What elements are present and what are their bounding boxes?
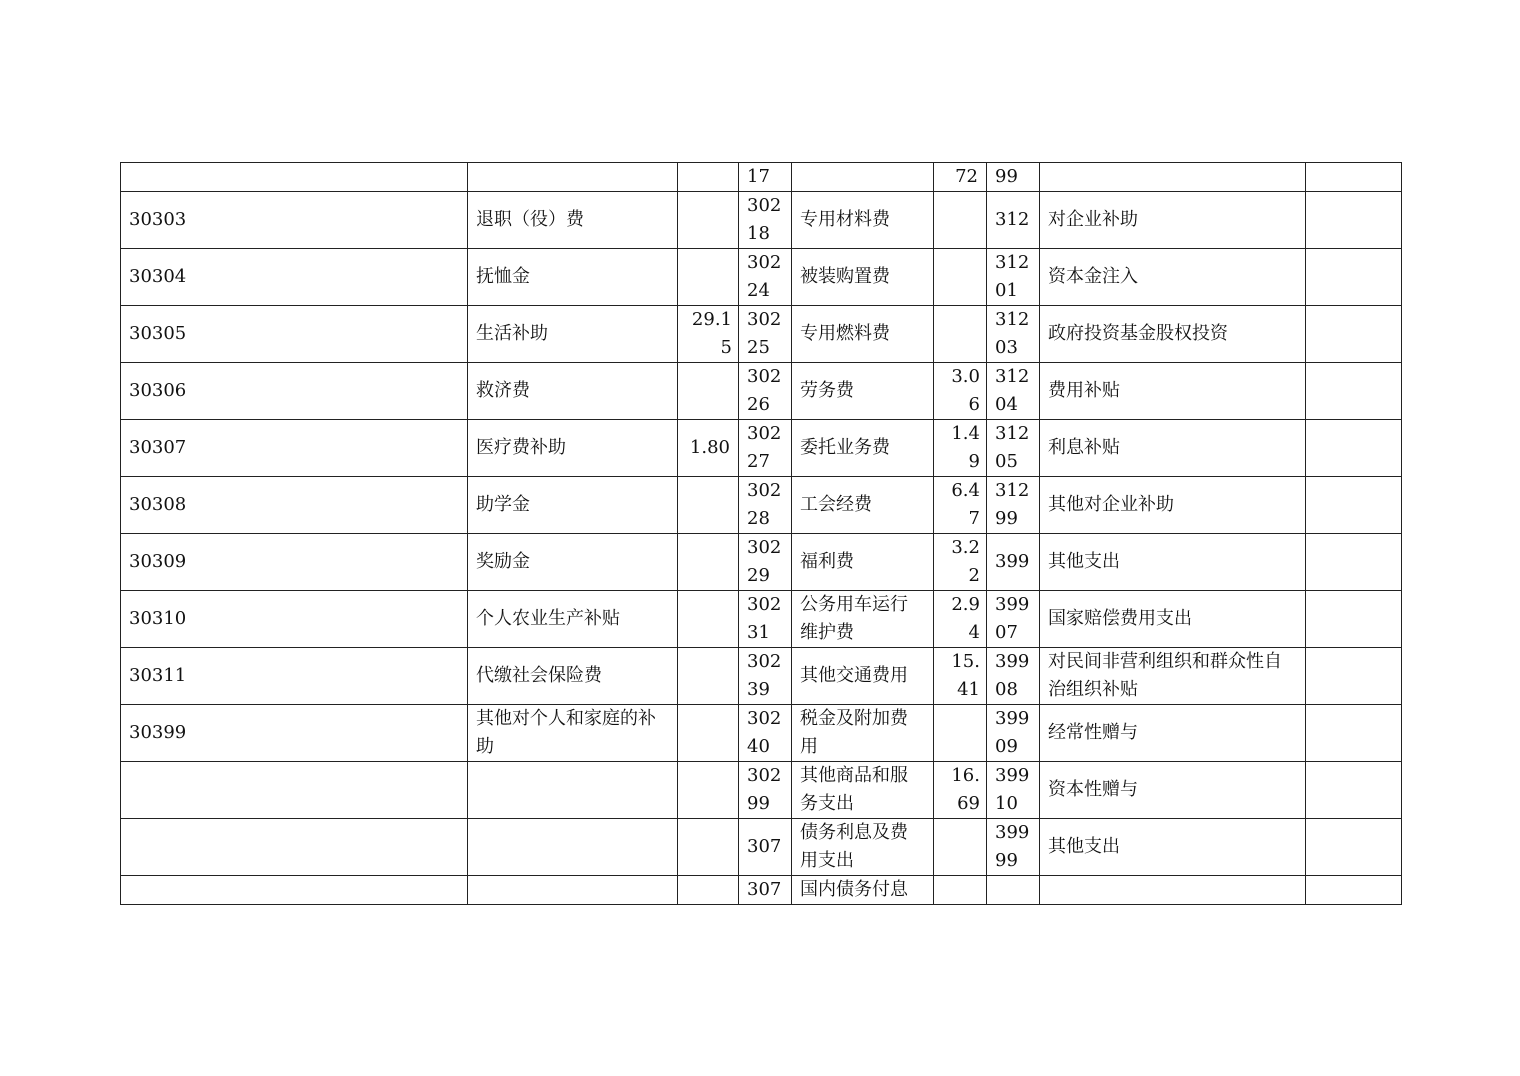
cell-amount: 6.4 7 (934, 477, 987, 534)
cell-item: 生活补助 (468, 306, 678, 363)
cell-code: 302 99 (739, 762, 792, 819)
cell-item: 其他对个人和家庭的补助 (468, 705, 678, 762)
table-row (121, 762, 1402, 819)
cell-code: 399 08 (987, 648, 1040, 705)
cell-amount (934, 306, 987, 363)
cell-amount (1306, 163, 1402, 192)
cell-item: 费用补贴 (1040, 363, 1306, 420)
cell-item: 医疗费补助 (468, 420, 678, 477)
cell-code: 302 24 (739, 249, 792, 306)
cell-code: 302 25 (739, 306, 792, 363)
table-row (121, 534, 1402, 591)
cell-item: 其他支出 (1040, 534, 1306, 591)
cell-code: 302 18 (739, 192, 792, 249)
cell-code: 30306 (121, 363, 468, 420)
cell-amount (678, 648, 739, 705)
cell-amount (934, 819, 987, 876)
cell-amount (1306, 306, 1402, 363)
cell-code (121, 762, 468, 819)
cell-code: 302 28 (739, 477, 792, 534)
cell-item: 被装购置费 (792, 249, 934, 306)
cell-item: 退职（役）费 (468, 192, 678, 249)
cell-code: 30310 (121, 591, 468, 648)
cell-code: 399 09 (987, 705, 1040, 762)
cell-code: 312 (987, 192, 1040, 249)
cell-item: 对企业补助 (1040, 192, 1306, 249)
cell-code: 312 04 (987, 363, 1040, 420)
cell-item: 资本金注入 (1040, 249, 1306, 306)
cell-item: 债务利息及费用支出 (792, 819, 934, 876)
cell-amount (678, 249, 739, 306)
cell-code: 399 07 (987, 591, 1040, 648)
cell-amount (678, 192, 739, 249)
cell-amount (678, 477, 739, 534)
cell-item: 国内债务付息 (792, 876, 934, 905)
cell-code: 312 05 (987, 420, 1040, 477)
table-row (121, 819, 1402, 876)
cell-code: 30304 (121, 249, 468, 306)
cell-item: 工会经费 (792, 477, 934, 534)
cell-item: 其他商品和服务支出 (792, 762, 934, 819)
cell-item (1040, 163, 1306, 192)
cell-amount: 2.9 4 (934, 591, 987, 648)
cell-item: 其他支出 (1040, 819, 1306, 876)
table-row (121, 591, 1402, 648)
cell-item: 福利费 (792, 534, 934, 591)
cell-amount (1306, 705, 1402, 762)
cell-amount (678, 363, 739, 420)
cell-amount (934, 192, 987, 249)
cell-item: 奖励金 (468, 534, 678, 591)
cell-amount (678, 876, 739, 905)
cell-amount (1306, 819, 1402, 876)
cell-amount: 3.2 2 (934, 534, 987, 591)
cell-code: 99 (987, 163, 1040, 192)
cell-code: 312 03 (987, 306, 1040, 363)
cell-item: 国家赔偿费用支出 (1040, 591, 1306, 648)
cell-amount (678, 534, 739, 591)
cell-code (121, 876, 468, 905)
cell-code (121, 163, 468, 192)
cell-item: 抚恤金 (468, 249, 678, 306)
cell-code: 30311 (121, 648, 468, 705)
cell-amount (1306, 249, 1402, 306)
table-row (121, 192, 1402, 249)
cell-code: 302 27 (739, 420, 792, 477)
cell-code: 17 (739, 163, 792, 192)
cell-amount (1306, 648, 1402, 705)
cell-amount (1306, 192, 1402, 249)
cell-code: 30307 (121, 420, 468, 477)
table-row (121, 306, 1402, 363)
cell-code: 399 99 (987, 819, 1040, 876)
cell-item: 其他对企业补助 (1040, 477, 1306, 534)
cell-item: 利息补贴 (1040, 420, 1306, 477)
cell-item (1040, 876, 1306, 905)
cell-amount: 1.4 9 (934, 420, 987, 477)
cell-code: 312 01 (987, 249, 1040, 306)
cell-code: 302 31 (739, 591, 792, 648)
cell-code: 312 99 (987, 477, 1040, 534)
cell-amount (678, 163, 739, 192)
cell-code: 302 26 (739, 363, 792, 420)
cell-amount (934, 249, 987, 306)
cell-amount: 15. 41 (934, 648, 987, 705)
cell-amount (1306, 876, 1402, 905)
cell-amount: 29.1 5 (678, 306, 739, 363)
table-row (121, 876, 1402, 905)
cell-amount (1306, 591, 1402, 648)
table-row (121, 249, 1402, 306)
budget-expenditure-table (120, 162, 1402, 905)
cell-code: 30305 (121, 306, 468, 363)
cell-item (468, 819, 678, 876)
cell-item: 专用燃料费 (792, 306, 934, 363)
cell-item: 救济费 (468, 363, 678, 420)
cell-item: 税金及附加费用 (792, 705, 934, 762)
cell-amount: 3.0 6 (934, 363, 987, 420)
cell-code: 399 10 (987, 762, 1040, 819)
table-row (121, 705, 1402, 762)
cell-item: 对民间非营利组织和群众性自治组织补贴 (1040, 648, 1306, 705)
table-row (121, 477, 1402, 534)
cell-code (987, 876, 1040, 905)
cell-item: 委托业务费 (792, 420, 934, 477)
cell-code: 302 29 (739, 534, 792, 591)
cell-item: 劳务费 (792, 363, 934, 420)
cell-code: 30308 (121, 477, 468, 534)
cell-amount (1306, 534, 1402, 591)
cell-code: 302 39 (739, 648, 792, 705)
table-row (121, 648, 1402, 705)
cell-code: 30399 (121, 705, 468, 762)
cell-amount (678, 705, 739, 762)
cell-item: 个人农业生产补贴 (468, 591, 678, 648)
cell-amount (678, 762, 739, 819)
cell-amount: 16. 69 (934, 762, 987, 819)
cell-item: 资本性赠与 (1040, 762, 1306, 819)
cell-amount (1306, 477, 1402, 534)
cell-amount: 72 (934, 163, 987, 192)
cell-code: 302 40 (739, 705, 792, 762)
cell-item (468, 163, 678, 192)
cell-amount: 1.80 (678, 420, 739, 477)
cell-item: 专用材料费 (792, 192, 934, 249)
cell-item: 其他交通费用 (792, 648, 934, 705)
cell-item (468, 876, 678, 905)
cell-amount (1306, 762, 1402, 819)
cell-item (792, 163, 934, 192)
cell-amount (934, 705, 987, 762)
cell-item: 公务用车运行维护费 (792, 591, 934, 648)
cell-amount (1306, 420, 1402, 477)
cell-code: 399 (987, 534, 1040, 591)
cell-amount (678, 819, 739, 876)
cell-code: 30309 (121, 534, 468, 591)
cell-amount (678, 591, 739, 648)
cell-item: 政府投资基金股权投资 (1040, 306, 1306, 363)
table-row (121, 363, 1402, 420)
cell-amount (1306, 363, 1402, 420)
cell-item: 代缴社会保险费 (468, 648, 678, 705)
cell-item: 助学金 (468, 477, 678, 534)
cell-item (468, 762, 678, 819)
cell-code: 307 (739, 819, 792, 876)
table-row (121, 420, 1402, 477)
cell-amount (934, 876, 987, 905)
cell-code (121, 819, 468, 876)
cell-item: 经常性赠与 (1040, 705, 1306, 762)
table-row (121, 163, 1402, 192)
cell-code: 30303 (121, 192, 468, 249)
cell-code: 307 (739, 876, 792, 905)
